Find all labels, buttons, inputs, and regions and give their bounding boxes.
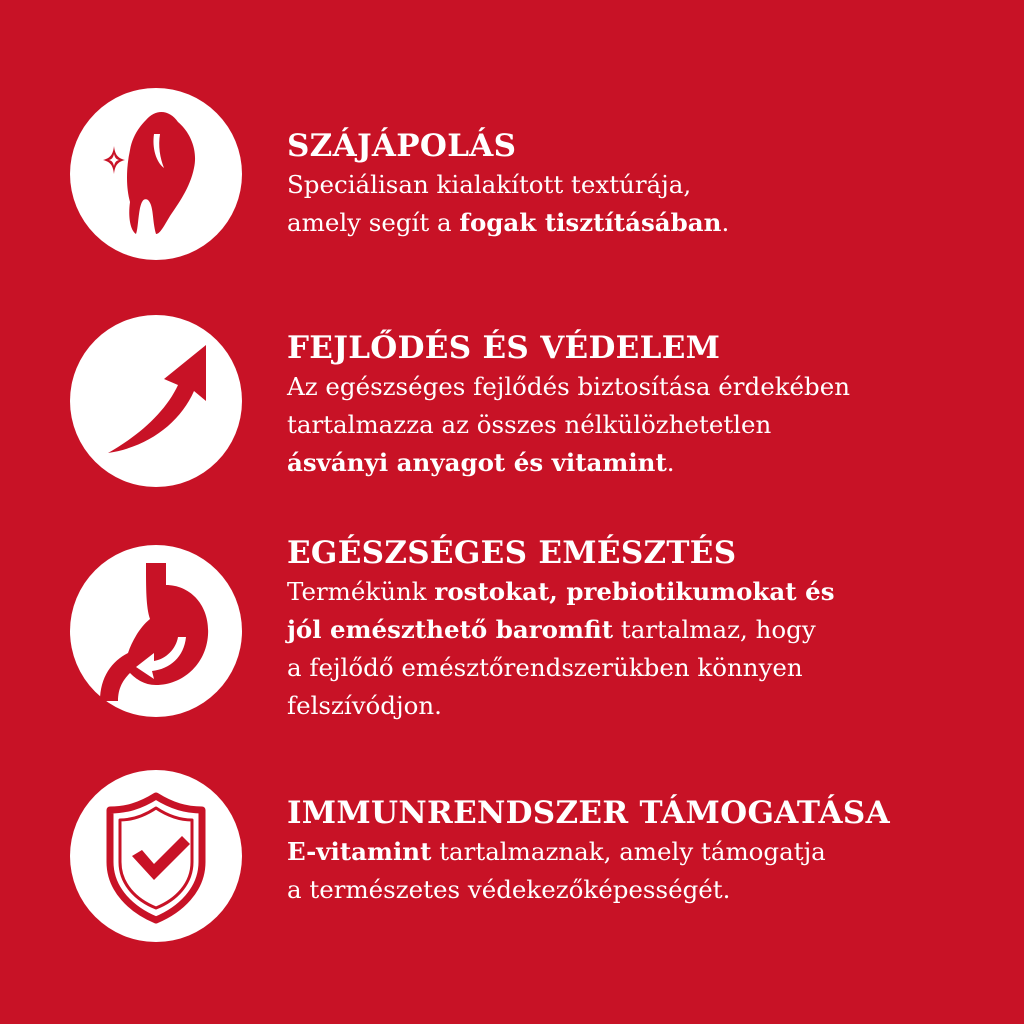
feature-description: [287, 833, 987, 909]
immune-icon-circle: [70, 770, 242, 942]
description-text: a fejlődő emésztőrendszerükben könnyen: [287, 653, 803, 682]
feature-title: EGÉSZSÉGES EMÉSZTÉS: [287, 535, 737, 571]
highlighted-text: ásványi anyagot és vitamint: [287, 448, 667, 477]
description-line: [287, 166, 987, 204]
highlighted-text: jól emészthető baromfit: [287, 615, 614, 644]
description-line: [287, 833, 987, 871]
highlighted-text: E-vitamint: [287, 837, 432, 866]
description-line: [287, 687, 987, 725]
growth-arrow-icon: [70, 315, 242, 487]
description-text: tartalmazza az összes nélkülözhetetlen: [287, 410, 772, 439]
description-text: Speciálisan kialakított textúrája,: [287, 170, 692, 199]
description-text: Termékünk: [287, 577, 435, 606]
description-text: a természetes védekezőképességét.: [287, 875, 731, 904]
description-text: felszívódjon.: [287, 691, 442, 720]
description-text: tartalmaznak, amely támogatja: [431, 837, 826, 866]
description-line: [287, 871, 987, 909]
feature-title: FEJLŐDÉS ÉS VÉDELEM: [287, 330, 721, 366]
feature-title: IMMUNRENDSZER TÁMOGATÁSA: [287, 795, 890, 831]
feature-description: [287, 573, 987, 725]
description-line: [287, 368, 987, 406]
shield-check-icon: [70, 770, 242, 942]
stomach-icon: [70, 545, 242, 717]
tooth-sparkle-icon: [70, 88, 242, 260]
highlighted-text: fogak tisztításában: [459, 208, 722, 237]
feature-title: SZÁJÁPOLÁS: [287, 128, 517, 164]
feature-description: [287, 166, 987, 242]
oral-care-icon-circle: [70, 88, 242, 260]
description-text: .: [666, 448, 675, 477]
description-line: [287, 611, 987, 649]
description-text: Az egészséges fejlődés biztosítása érdekében: [287, 372, 851, 401]
description-line: [287, 444, 987, 482]
description-line: [287, 649, 987, 687]
description-text: tartalmaz, hogy: [613, 615, 816, 644]
description-line: [287, 204, 987, 242]
feature-description: [287, 368, 987, 482]
digestion-icon-circle: [70, 545, 242, 717]
description-line: [287, 406, 987, 444]
growth-icon-circle: [70, 315, 242, 487]
description-line: [287, 573, 987, 611]
description-text: .: [721, 208, 730, 237]
description-text: amely segít a: [287, 208, 460, 237]
highlighted-text: rostokat, prebiotikumokat és: [434, 577, 835, 606]
